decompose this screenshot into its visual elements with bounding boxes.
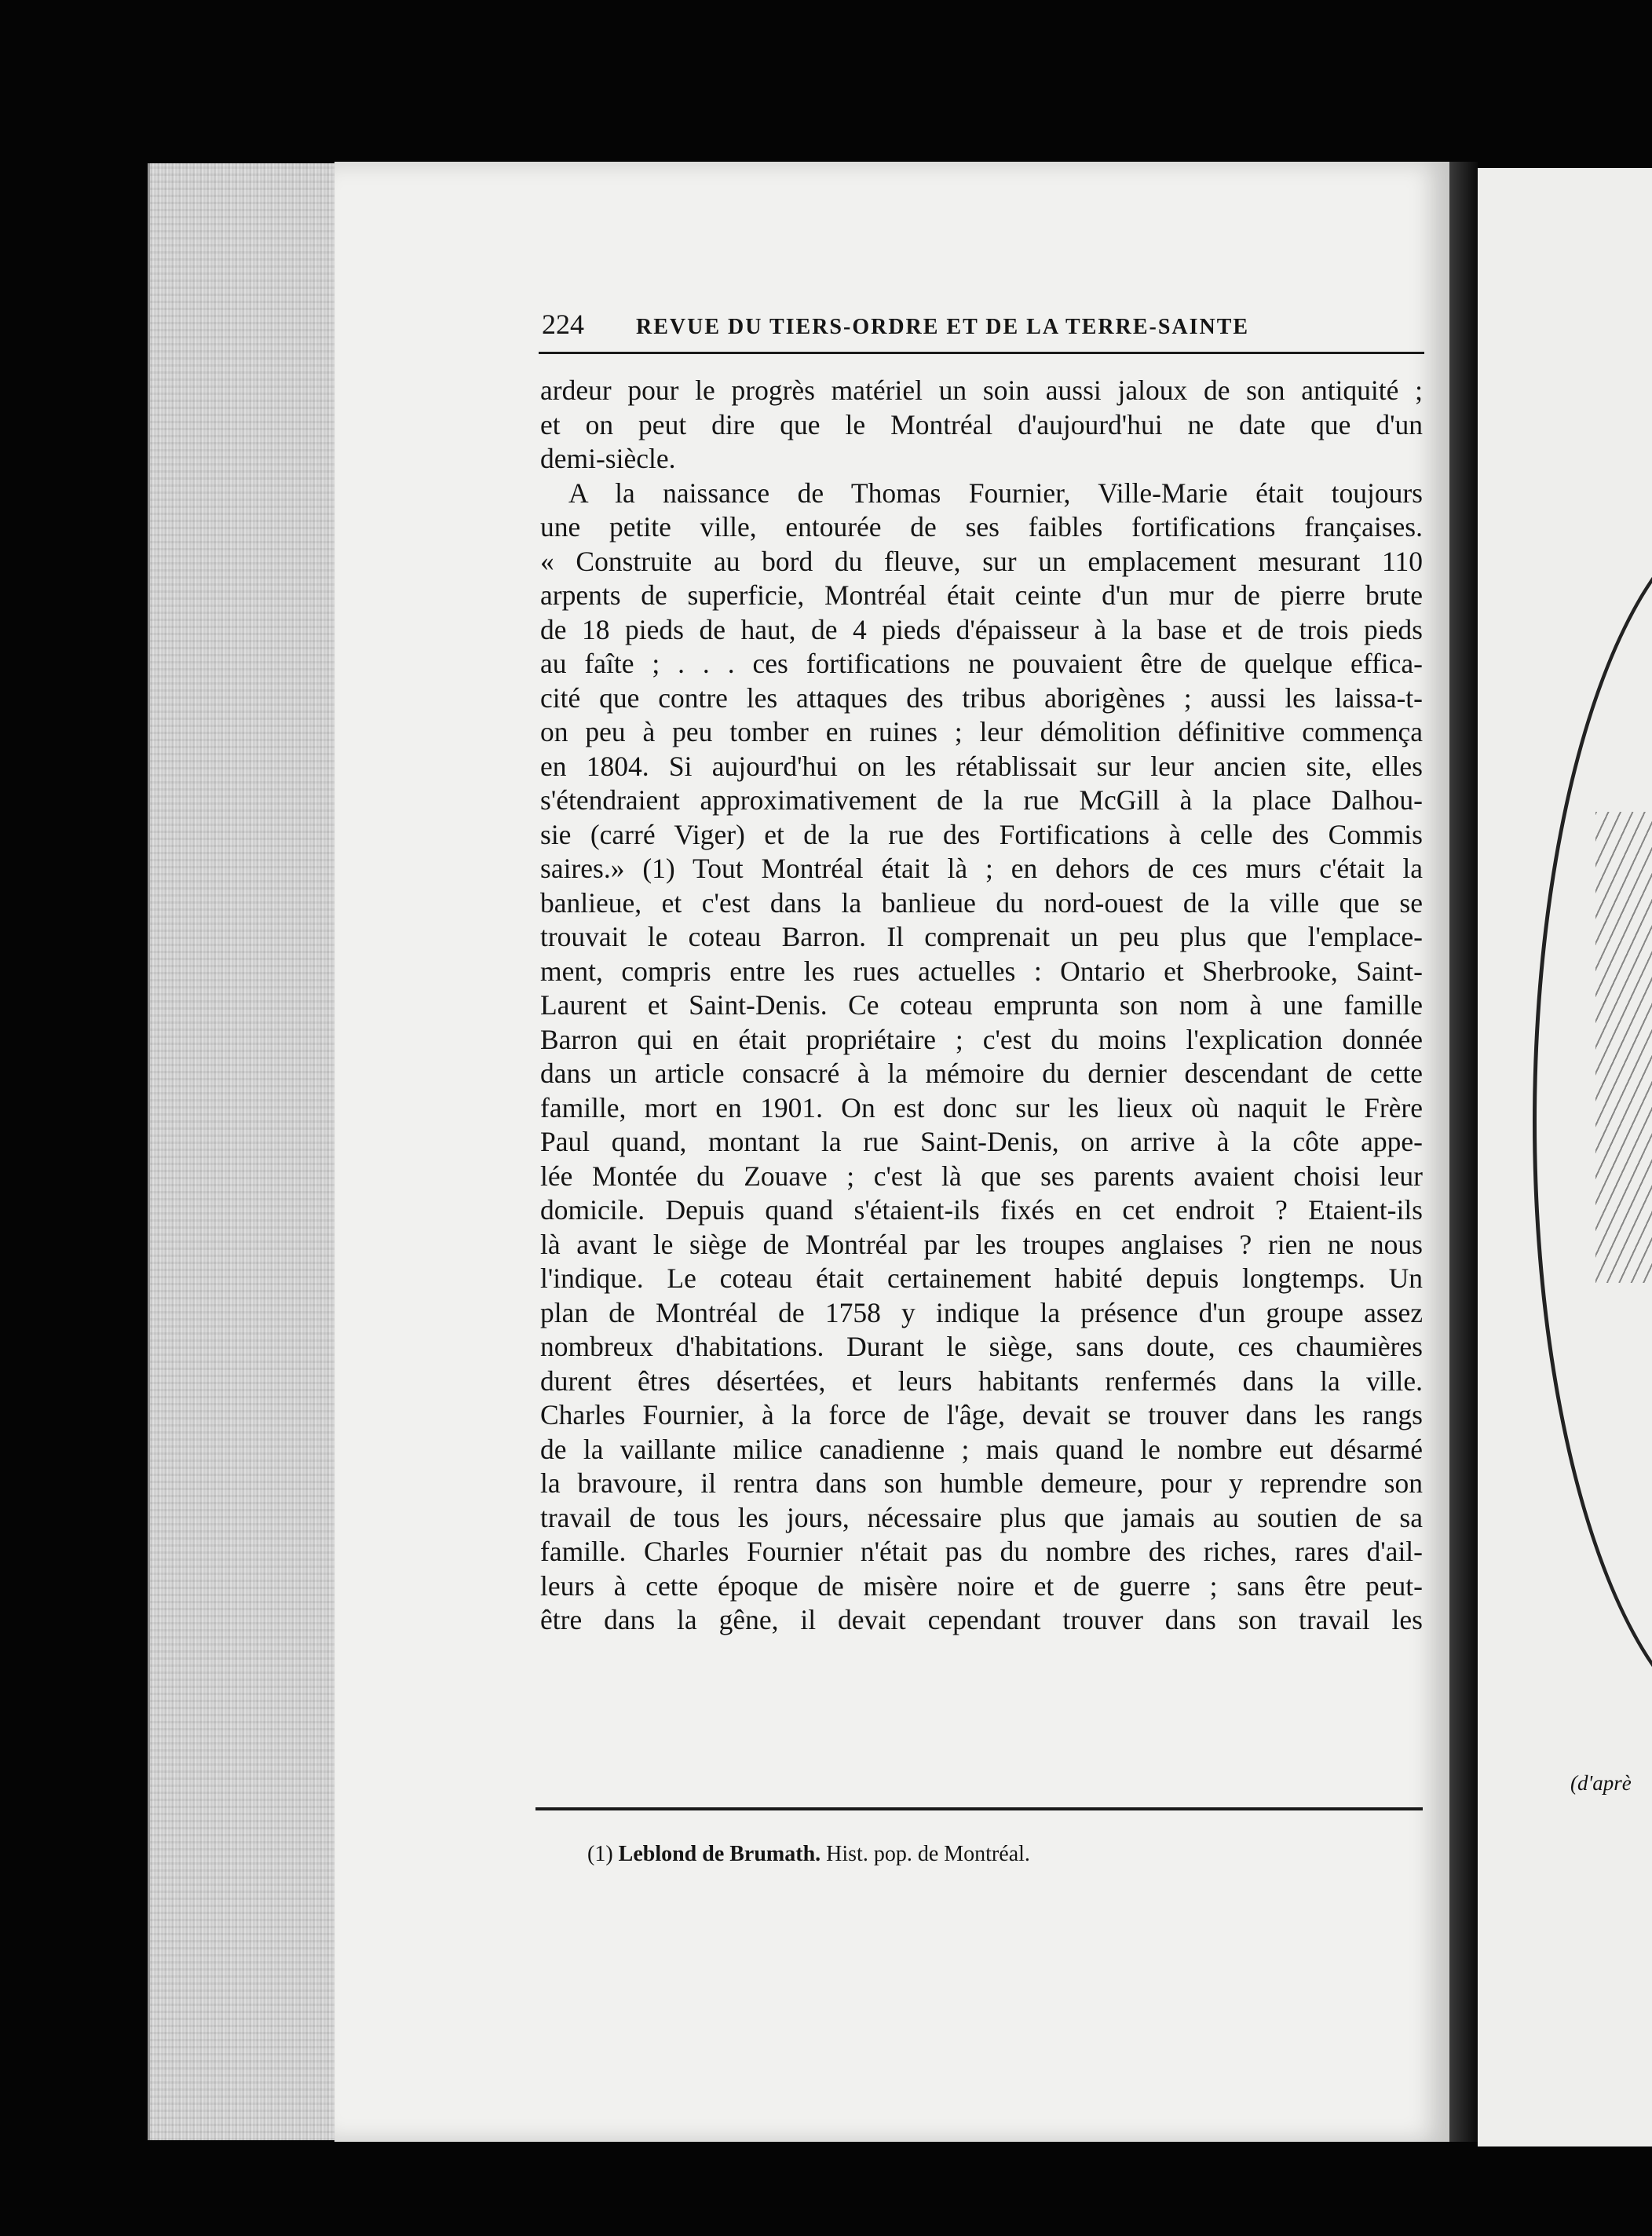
body-text	[540, 374, 1423, 1638]
footnote-author: Leblond de Brumath.	[618, 1842, 821, 1866]
text-line: une petite ville, entourée de ses faibles fortifications françaises.	[540, 511, 1423, 543]
text-line: sie (carré Viger) et de la rue des Fortifications à celle des Commis	[540, 818, 1423, 850]
text-line: famille, mort en 1901. On est donc sur les lieux où naquit le Frère	[540, 1091, 1423, 1123]
text-line: Barron qui en était propriétaire ; c'est du moins l'explication donnée	[540, 1023, 1423, 1055]
text-line: et on peut dire que le Montréal d'aujourd'hui ne date que d'un	[540, 408, 1423, 440]
text-line: la bravoure, il rentra dans son humble demeure, pour y reprendre son	[540, 1467, 1423, 1499]
text-line: arpents de superficie, Montréal était ceinte d'un mur de pierre brute	[540, 579, 1423, 611]
text-line: banlieue, et c'est dans la banlieue du nord-ouest de la ville que se	[540, 886, 1423, 919]
page-header	[542, 308, 1437, 341]
text-line: travail de tous les jours, nécessaire plus que jamais au soutien de sa	[540, 1501, 1423, 1533]
text-line: famille. Charles Fournier n'était pas du nombre des riches, rares d'ail-	[540, 1536, 1423, 1567]
text-line: ment, compris entre les rues actuelles : Ontario et Sherbrooke, Saint-	[540, 955, 1423, 987]
portrait-sketch	[1595, 812, 1652, 1283]
header-rule	[539, 352, 1424, 354]
text-line: cité que contre les attaques des tribus aborigènes ; aussi les laissa-t-	[540, 681, 1423, 714]
text-line: « Construite au bord du fleuve, sur un emplacement mesurant 110	[540, 545, 1423, 577]
text-line: être dans la gêne, il devait cependant trouver dans son travail les	[540, 1604, 1423, 1635]
text-line: en 1804. Si aujourd'hui on les rétablissait sur leur ancien site, elles	[540, 750, 1423, 782]
text-line: s'étendraient approximativement de la rue McGill à la place Dalhou-	[540, 784, 1423, 816]
text-line: ardeur pour le progrès matériel un soin aussi jaloux de son antiquité ;	[540, 374, 1423, 406]
text-line: plan de Montréal de 1758 y indique la présence d'un groupe assez	[540, 1296, 1423, 1328]
footnote	[587, 1842, 1030, 1867]
text-line: Paul quand, montant la rue Saint-Denis, on arrive à la côte appe-	[540, 1126, 1423, 1157]
text-line: nombreux d'habitations. Durant le siège, sans doute, ces chaumières	[540, 1331, 1423, 1362]
footnote-rule	[535, 1807, 1423, 1810]
text-line: demi-siècle.	[540, 443, 676, 474]
text-line: saires.» (1) Tout Montréal était là ; en dehors de ces murs c'était la	[540, 853, 1423, 884]
text-line: l'indique. Le coteau était certainement habité depuis longtemps. Un	[540, 1262, 1423, 1294]
text-line: Charles Fournier, à la force de l'âge, devait se trouver dans les rangs	[540, 1399, 1423, 1430]
footnote-source: Hist. pop. de Montréal.	[826, 1842, 1030, 1866]
text-line: là avant le siège de Montréal par les troupes anglaises ? rien ne nous	[540, 1228, 1423, 1260]
facing-page	[1478, 168, 1652, 2146]
text-line: A la naissance de Thomas Fournier, Ville-Marie était toujours	[568, 477, 1423, 509]
book-gutter	[1449, 162, 1478, 2142]
text-line: au faîte ; . . . ces fortifications ne pouvaient être de quelque effica-	[540, 648, 1423, 679]
facing-page-caption: (d'aprè	[1570, 1771, 1632, 1795]
text-line: domicile. Depuis quand s'étaient-ils fixés en cet endroit ? Etaient-ils	[540, 1194, 1423, 1226]
running-head: REVUE DU TIERS-ORDRE ET DE LA TERRE-SAINTE	[636, 315, 1250, 339]
text-line: leurs à cette époque de misère noire et de guerre ; sans être peut-	[540, 1569, 1423, 1602]
text-line: de 18 pieds de haut, de 4 pieds d'épaisseur à la base et de trois pieds	[540, 613, 1423, 645]
text-line: lée Montée du Zouave ; c'est là que ses parents avaient choisi leur	[540, 1160, 1423, 1192]
text-line: durent êtres désertées, et leurs habitants renfermés dans la ville.	[540, 1365, 1423, 1397]
text-line: dans un article consacré à la mémoire du dernier descendant de cette	[540, 1058, 1423, 1089]
text-line: Laurent et Saint-Denis. Ce coteau emprunta son nom à une famille	[540, 989, 1423, 1021]
page-number: 224	[542, 309, 584, 340]
text-line: trouvait le coteau Barron. Il comprenait un peu plus que l'emplace-	[540, 921, 1423, 952]
text-line: on peu à peu tomber en ruines ; leur démolition définitive commença	[540, 716, 1423, 747]
text-line: de la vaillante milice canadienne ; mais quand le nombre eut désarmé	[540, 1433, 1423, 1465]
book-page-edges	[148, 163, 337, 2140]
footnote-marker: (1)	[587, 1842, 613, 1866]
